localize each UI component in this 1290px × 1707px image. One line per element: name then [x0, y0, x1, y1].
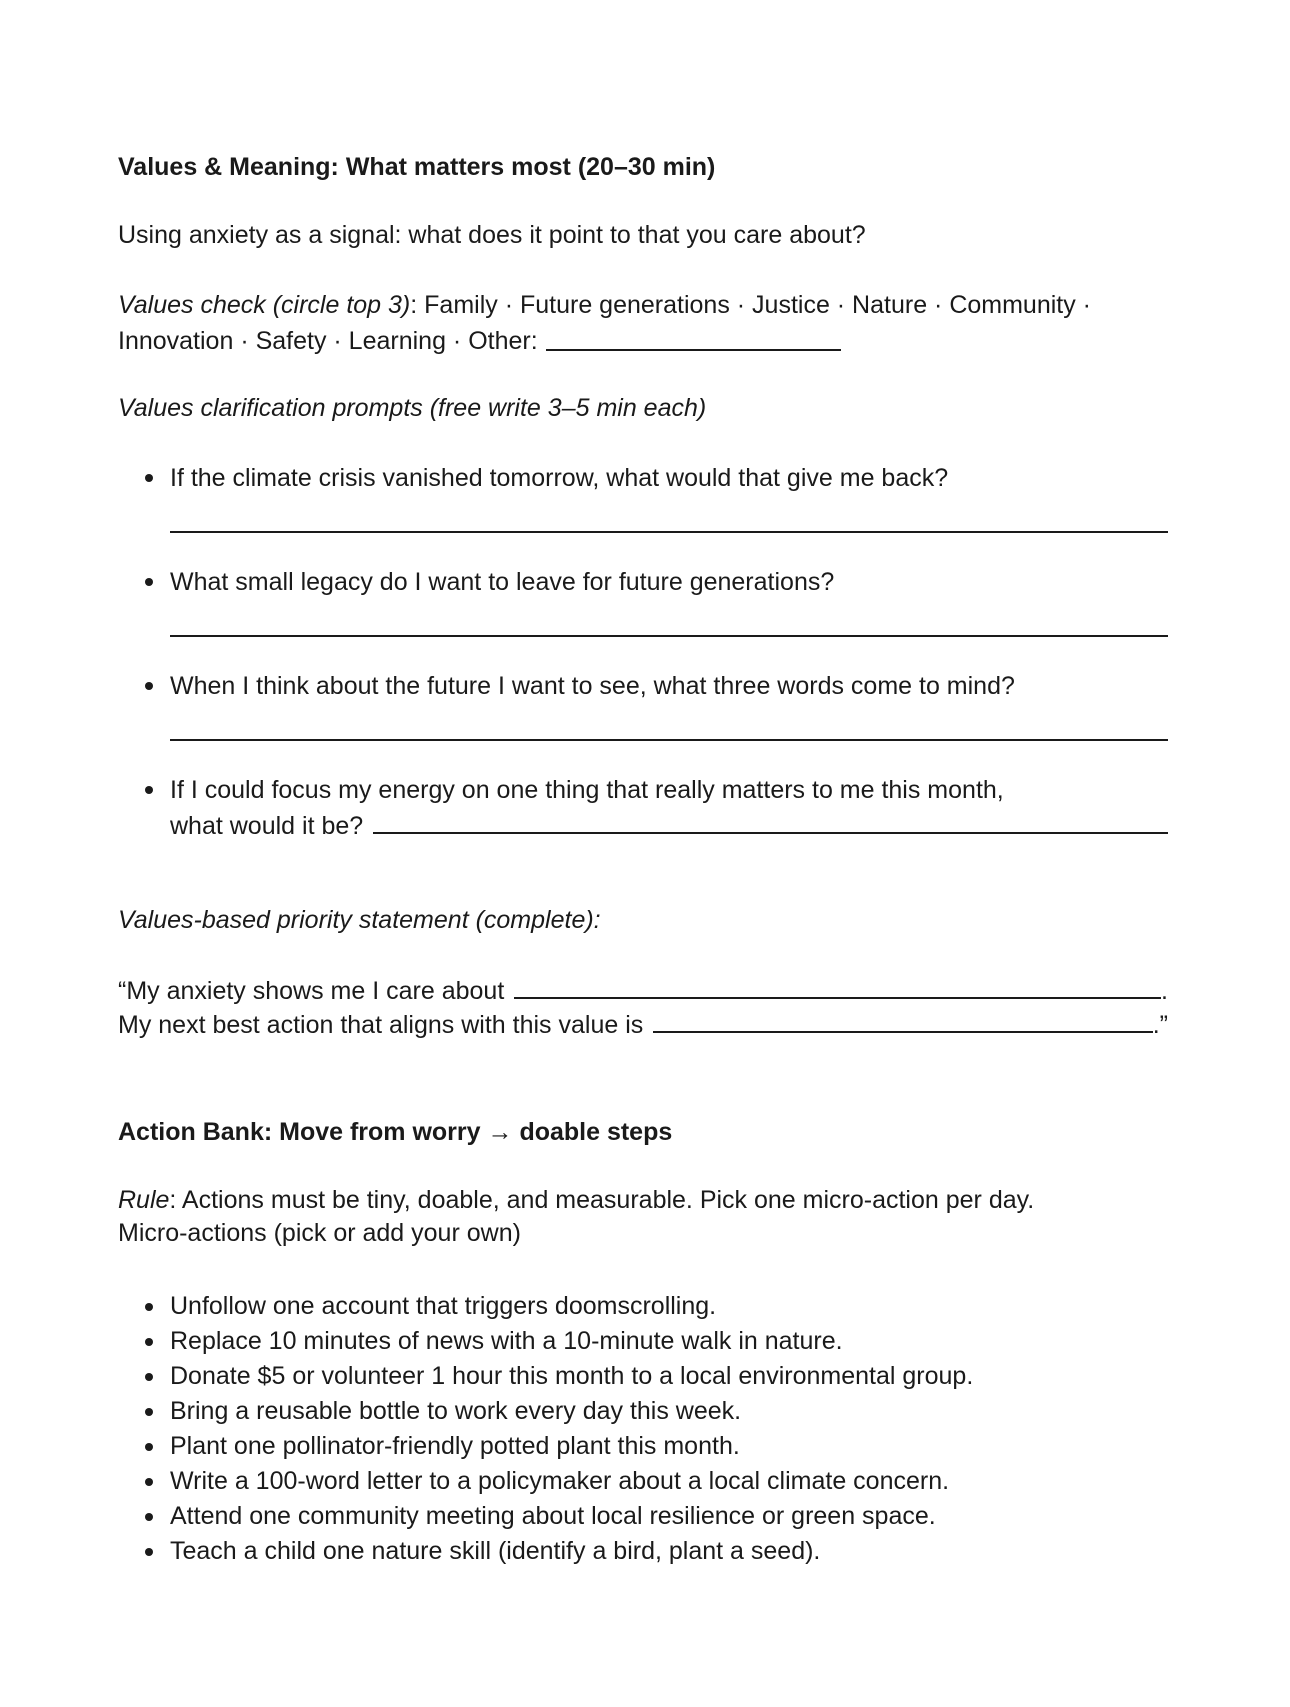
action-bank-heading: Action Bank: Move from worry → doable steps: [118, 1118, 673, 1146]
micro-action-item: Unfollow one account that triggers doomscrolling.: [118, 1289, 1168, 1324]
micro-action-item: Teach a child one nature skill (identify a bird, plant a seed).: [118, 1534, 1168, 1569]
prompt-item: [118, 460, 1168, 533]
prompt-text: What small legacy do I want to leave for future generations?: [170, 568, 835, 596]
fill-in-blank: [373, 818, 1168, 834]
prompt-text-line1: If I could focus my energy on one thing that really matters to me this month,: [170, 776, 1004, 804]
micro-actions-list: [118, 1289, 1168, 1569]
micro-action-item: Plant one pollinator-friendly potted plant this month.: [118, 1429, 1168, 1464]
prompt-text: When I think about the future I want to see, what three words come to mind?: [170, 672, 1015, 700]
micro-action-item: Write a 100-word letter to a policymaker about a local climate concern.: [118, 1464, 1168, 1499]
write-in-line: [170, 739, 1168, 741]
statement-suffix: .: [1161, 977, 1168, 1005]
prompt-item: [118, 668, 1168, 741]
intro-paragraph: Using anxiety as a signal: what does it point to that you care about?: [118, 221, 866, 249]
fill-in-blank: [514, 983, 1161, 999]
values-prompts-list: [118, 460, 1168, 844]
write-in-line: [170, 635, 1168, 637]
rule-paragraph: [118, 1184, 1168, 1250]
micro-action-item: Bring a reusable bottle to work every day this week.: [118, 1394, 1168, 1429]
fill-in-blank: [653, 1017, 1152, 1033]
statement-prefix: My next best action that aligns with this value is: [118, 1011, 644, 1039]
values-check-paragraph: [118, 287, 1168, 359]
prompt-text-line2: [170, 808, 1168, 844]
rule-lead: Rule: [118, 1186, 170, 1214]
other-fill-in-blank: [546, 335, 841, 351]
rule-line-1: [118, 1184, 1168, 1217]
values-check-options: : Family · Future generations · Justice · Nature · Community · Innovation · Safety · Learning · Other:: [118, 291, 1091, 355]
priority-statement: [118, 974, 1168, 1042]
micro-action-item: Donate $5 or volunteer 1 hour this month to a local environmental group.: [118, 1359, 1168, 1394]
values-check-lead: Values check (circle top 3): [118, 291, 411, 319]
prompt-text: what would it be?: [170, 812, 364, 840]
micro-action-item: Attend one community meeting about local resilience or green space.: [118, 1499, 1168, 1534]
statement-line-1: [118, 974, 1168, 1008]
statement-heading: Values-based priority statement (complete):: [118, 906, 601, 934]
rule-line-2: Micro-actions (pick or add your own): [118, 1219, 521, 1247]
statement-line-2: [118, 1008, 1168, 1042]
prompt-item: [118, 772, 1168, 844]
statement-prefix: “My anxiety shows me I care about: [118, 977, 505, 1005]
prompt-item: [118, 564, 1168, 637]
rule-text: : Actions must be tiny, doable, and measurable. Pick one micro-action per day.: [169, 1186, 1035, 1214]
statement-suffix: .”: [1152, 1011, 1168, 1039]
values-meaning-heading: Values & Meaning: What matters most (20–30 min): [118, 153, 716, 181]
write-in-line: [170, 531, 1168, 533]
micro-action-item: Replace 10 minutes of news with a 10-minute walk in nature.: [118, 1324, 1168, 1359]
prompt-text: If the climate crisis vanished tomorrow, what would that give me back?: [170, 464, 949, 492]
values-prompts-heading: Values clarification prompts (free write 3–5 min each): [118, 394, 707, 422]
